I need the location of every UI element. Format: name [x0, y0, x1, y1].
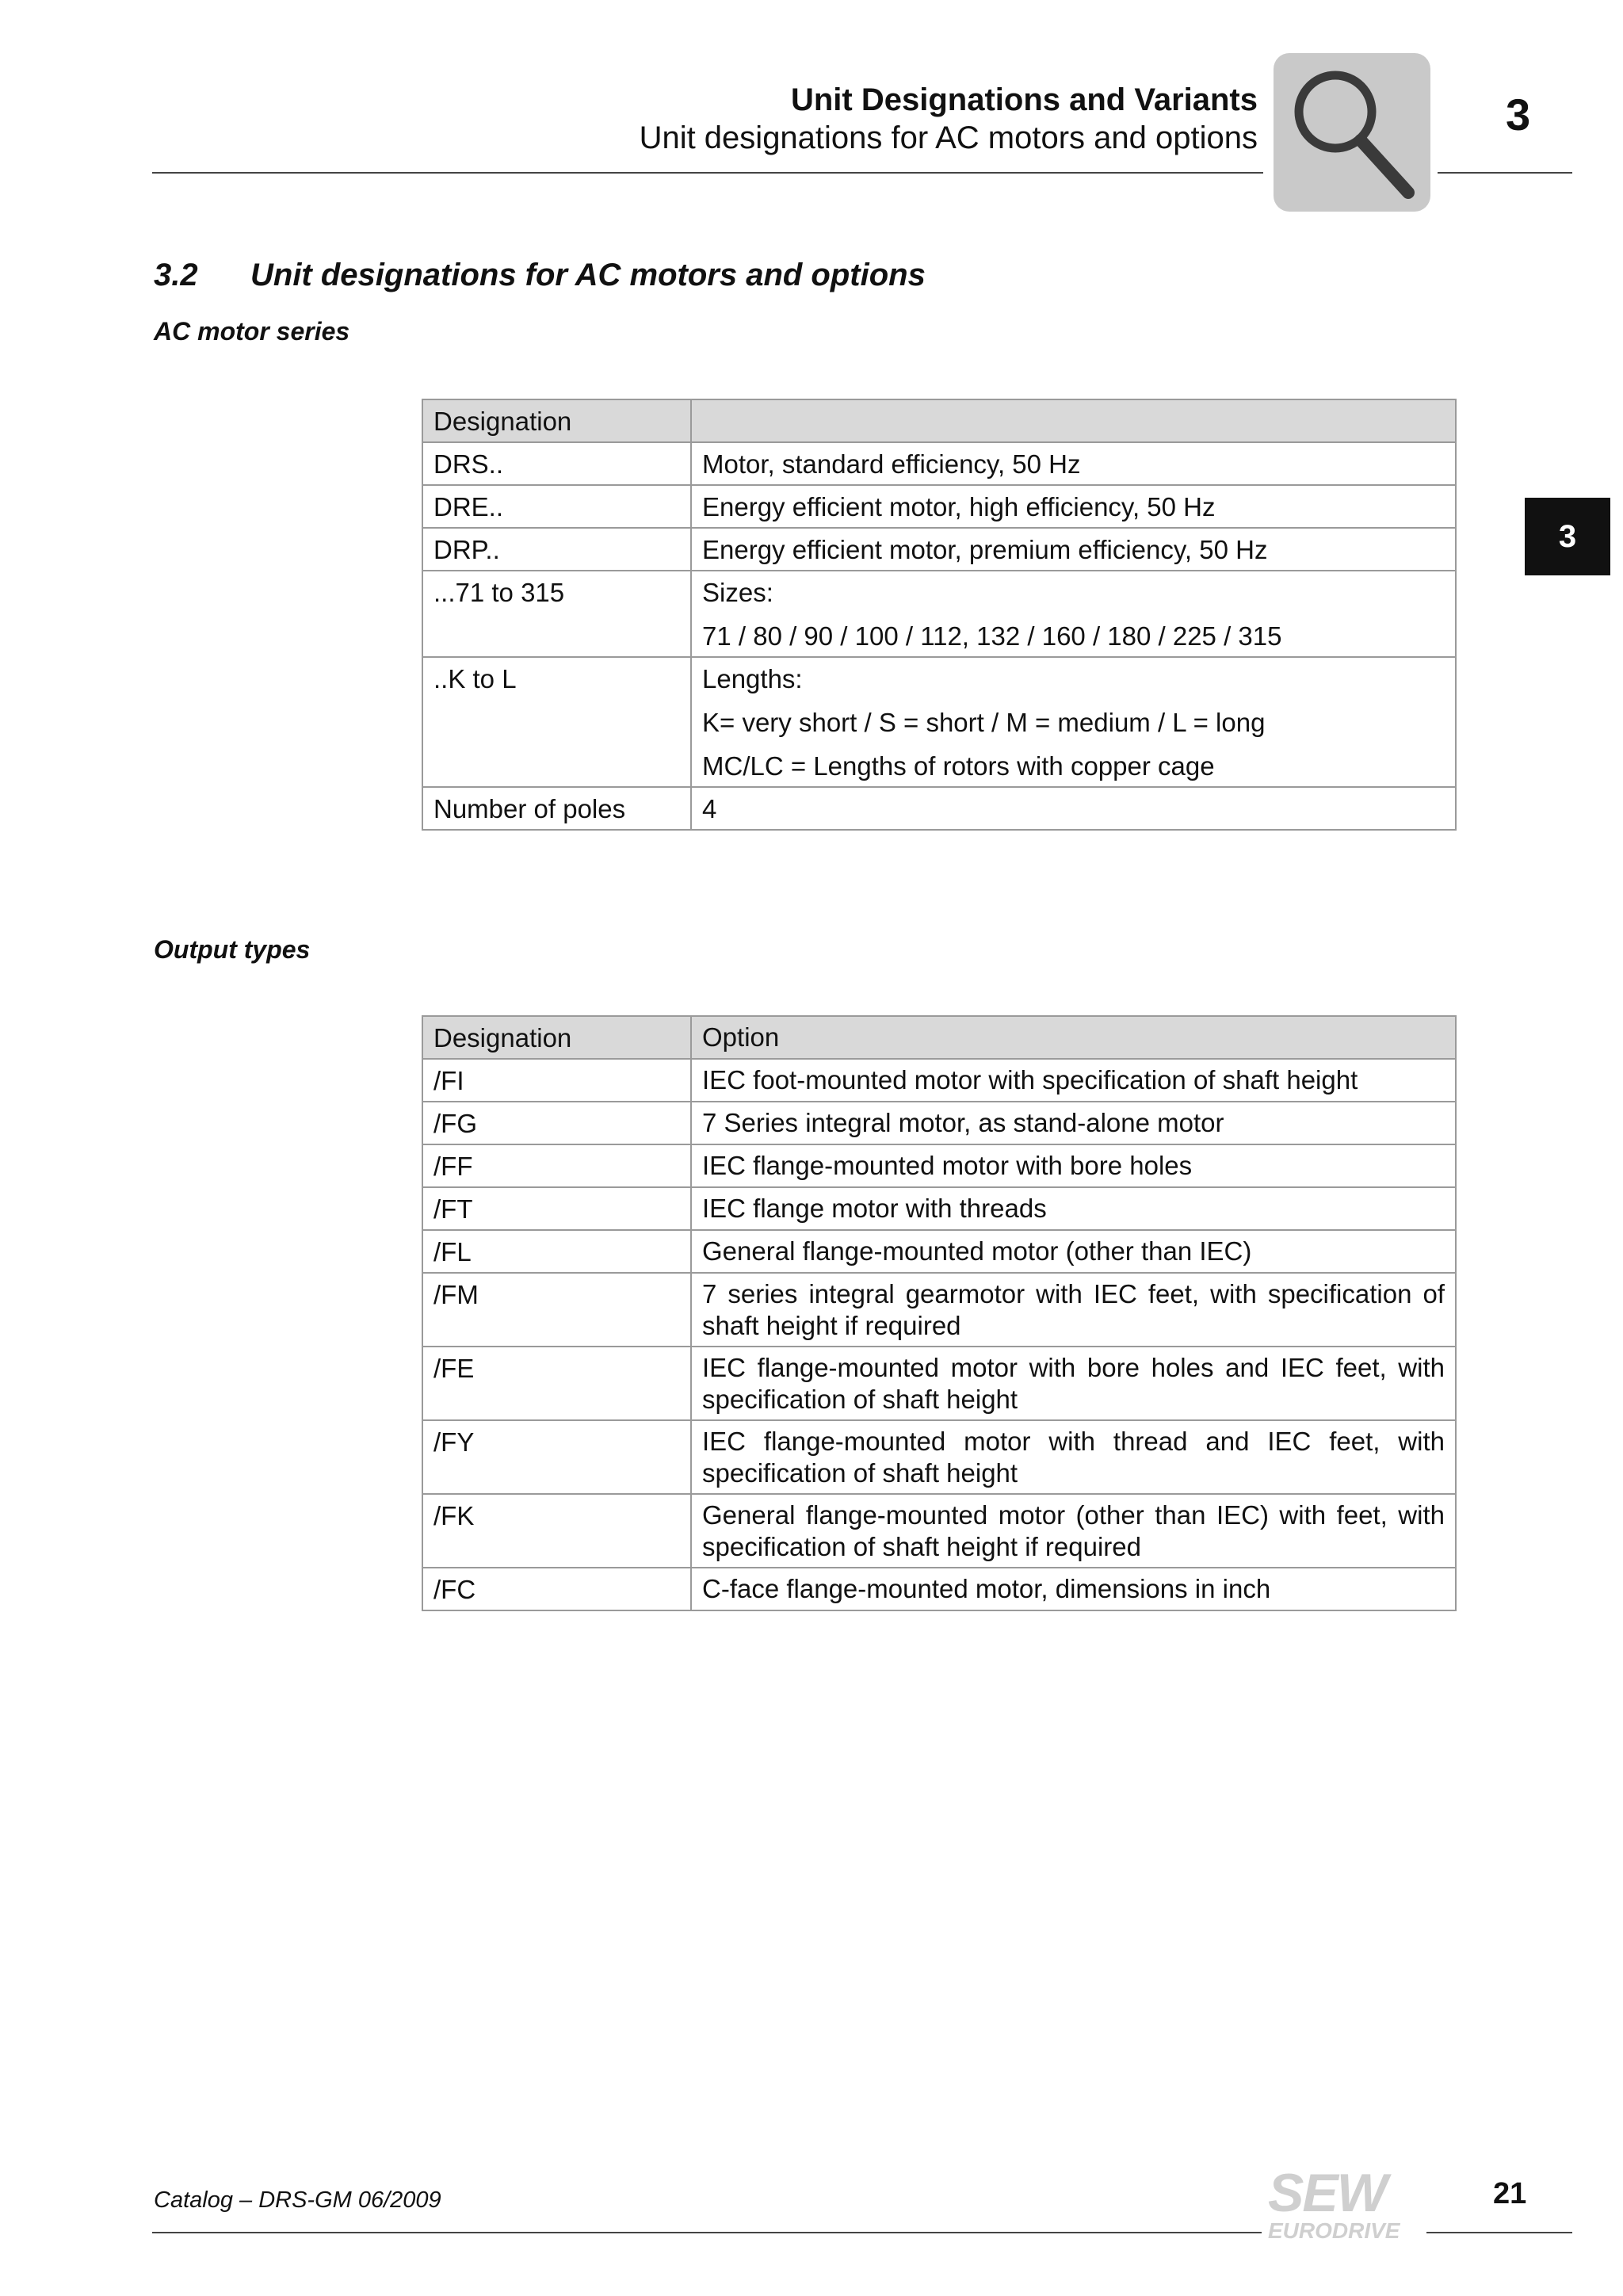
- table-row: [422, 1420, 1456, 1494]
- option-cell: C-face flange-mounted motor, dimensions in inch: [691, 1568, 1456, 1610]
- table-row: [422, 1187, 1456, 1230]
- logo-top-text: SEW: [1268, 2165, 1386, 2223]
- subheading-ac-motor-series: AC motor series: [154, 317, 350, 346]
- table-row: [422, 528, 1456, 571]
- description-line: MC/LC = Lengths of rotors with copper cage: [702, 751, 1215, 781]
- table-row: [422, 1568, 1456, 1610]
- sew-eurodrive-logo: [1262, 2165, 1436, 2248]
- logo-bottom-text: EURODRIVE: [1268, 2218, 1400, 2243]
- designation-cell: DRP..: [422, 528, 691, 571]
- description-cell: [691, 485, 1456, 528]
- table-row: [422, 571, 1456, 657]
- footer-catalog: Catalog – DRS-GM 06/2009: [154, 2187, 441, 2213]
- header-rule: [152, 172, 1263, 174]
- designation-cell: /FL: [422, 1230, 691, 1273]
- designation-cell: DRS..: [422, 442, 691, 485]
- table-row: [422, 1102, 1456, 1144]
- description-line: Sizes:: [702, 578, 773, 607]
- header-title: Unit Designations and Variants: [790, 82, 1258, 117]
- header-cell-option: Option: [691, 1016, 1456, 1059]
- designation-cell: /FC: [422, 1568, 691, 1610]
- table-row: [422, 787, 1456, 830]
- table-header-row: [422, 399, 1456, 442]
- designation-cell: /FE: [422, 1347, 691, 1420]
- page-number: 21: [1493, 2177, 1527, 2210]
- description-line: Energy efficient motor, premium efficiency, 50 Hz: [702, 535, 1268, 564]
- table-row: [422, 442, 1456, 485]
- footer-rule-right: [1426, 2232, 1572, 2233]
- designation-cell: /FY: [422, 1420, 691, 1494]
- designation-cell: /FM: [422, 1273, 691, 1347]
- section-title: Unit designations for AC motors and options: [250, 258, 926, 292]
- description-line: Motor, standard efficiency, 50 Hz: [702, 449, 1081, 479]
- option-cell: General flange-mounted motor (other than IEC): [691, 1230, 1456, 1273]
- description-line: 71 / 80 / 90 / 100 / 112, 132 / 160 / 180 / 225 / 315: [702, 621, 1282, 651]
- description-line: 4: [702, 794, 717, 823]
- description-cell: [691, 571, 1456, 657]
- header-rule-right: [1438, 172, 1572, 174]
- table-row: [422, 1273, 1456, 1347]
- designation-cell: ...71 to 315: [422, 571, 691, 657]
- designation-cell: /FF: [422, 1144, 691, 1187]
- header-subtitle: Unit designations for AC motors and options: [639, 120, 1258, 155]
- header-cell-designation: Designation: [422, 1016, 691, 1059]
- designation-cell: /FK: [422, 1494, 691, 1568]
- motor-series-table: [422, 399, 1457, 831]
- option-cell: General flange-mounted motor (other than IEC) with feet, with specification of shaft height if required: [691, 1494, 1456, 1568]
- designation-cell: ..K to L: [422, 657, 691, 787]
- table-row: [422, 1347, 1456, 1420]
- header-cell-description: [691, 399, 1456, 442]
- option-cell: IEC flange-mounted motor with bore holes and IEC feet, with specification of shaft height: [691, 1347, 1456, 1420]
- option-cell: IEC flange-mounted motor with thread and IEC feet, with specification of shaft height: [691, 1420, 1456, 1494]
- magnifier-icon: [1274, 53, 1430, 212]
- description-cell: [691, 787, 1456, 830]
- description-cell: [691, 528, 1456, 571]
- table-row: [422, 1494, 1456, 1568]
- option-cell: IEC flange-mounted motor with bore holes: [691, 1144, 1456, 1187]
- description-line: Energy efficient motor, high efficiency, 50 Hz: [702, 492, 1216, 521]
- designation-cell: /FI: [422, 1059, 691, 1102]
- table-row: [422, 1059, 1456, 1102]
- designation-cell: /FG: [422, 1102, 691, 1144]
- table-header-row: [422, 1016, 1456, 1059]
- table-row: [422, 1144, 1456, 1187]
- description-line: Lengths:: [702, 664, 803, 693]
- footer-rule: [152, 2232, 1262, 2233]
- option-cell: 7 Series integral motor, as stand-alone motor: [691, 1102, 1456, 1144]
- option-cell: 7 series integral gearmotor with IEC feet, with specification of shaft height if required: [691, 1273, 1456, 1347]
- description-cell: [691, 657, 1456, 787]
- chapter-side-tab: 3: [1525, 498, 1610, 575]
- section-number: 3.2: [154, 258, 198, 292]
- table-row: [422, 657, 1456, 787]
- subheading-output-types: Output types: [154, 935, 311, 964]
- table-row: [422, 485, 1456, 528]
- description-cell: [691, 442, 1456, 485]
- designation-cell: /FT: [422, 1187, 691, 1230]
- description-line: K= very short / S = short / M = medium / L = long: [702, 708, 1266, 737]
- designation-cell: DRE..: [422, 485, 691, 528]
- option-cell: IEC flange motor with threads: [691, 1187, 1456, 1230]
- option-cell: IEC foot-mounted motor with specification of shaft height: [691, 1059, 1456, 1102]
- output-types-table: [422, 1015, 1457, 1611]
- table-row: [422, 1230, 1456, 1273]
- header-cell-designation: Designation: [422, 399, 691, 442]
- chapter-number: 3: [1506, 90, 1531, 139]
- designation-cell: Number of poles: [422, 787, 691, 830]
